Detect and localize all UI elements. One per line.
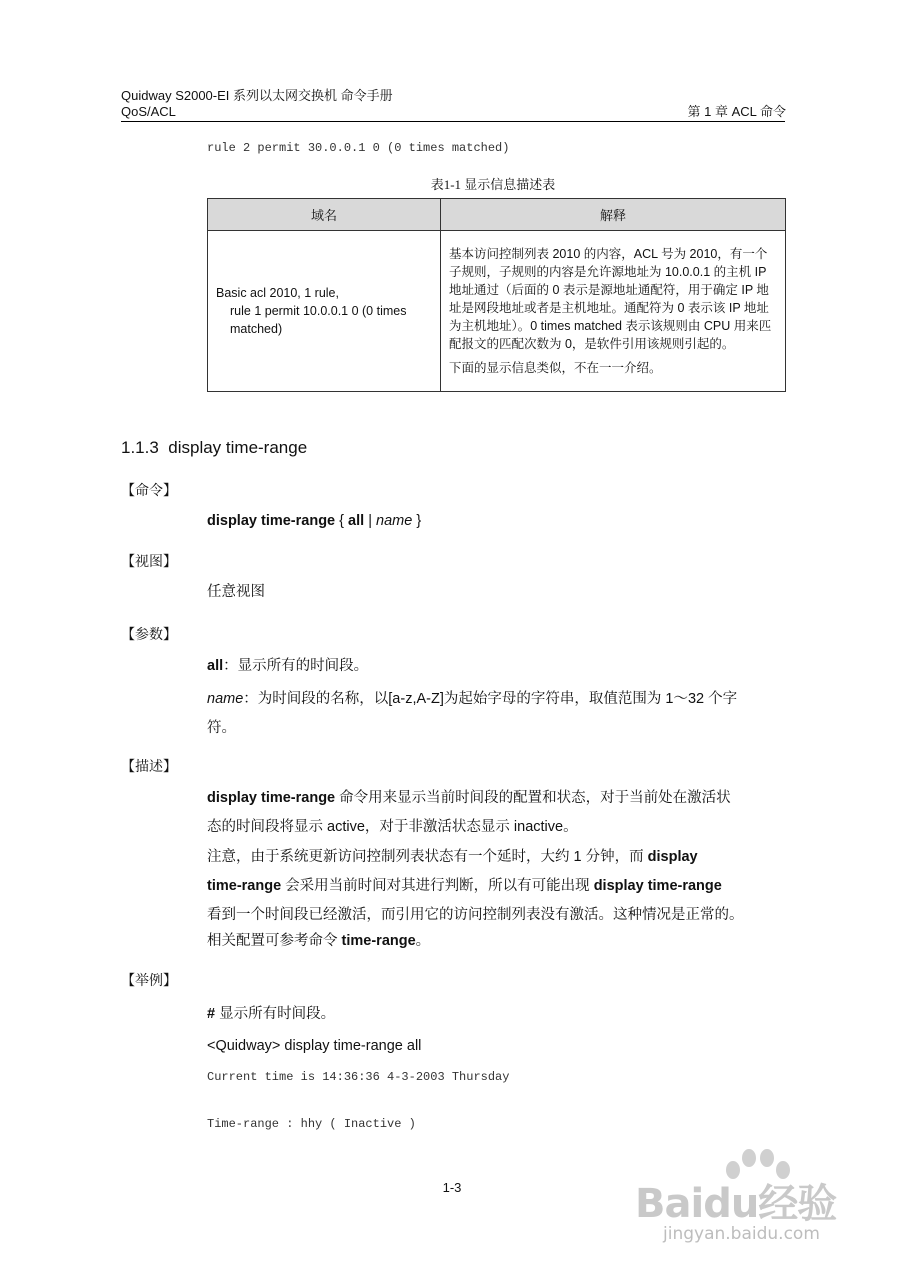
explanation-cell: [441, 231, 786, 392]
desc-p2-bold2: time-range: [207, 878, 282, 894]
baidu-watermark: [635, 1148, 865, 1258]
brace-close: }: [416, 513, 422, 529]
separator: |: [368, 513, 372, 529]
field-cell: [208, 231, 441, 392]
param-name-desc-1: ：为时间段的名称，以[a-z,A-Z]为起始字母的字符串，取值范围为 1～32 个字: [243, 691, 738, 707]
desc-p3-post: 。: [415, 933, 431, 949]
desc-p1-line2: 态的时间段将显示 active，对于非激活状态显示 inactive。: [207, 819, 578, 835]
example-hash: #: [207, 1006, 216, 1022]
example-comment-text: 显示所有时间段。: [215, 1006, 336, 1022]
desc-paragraph-3: [207, 927, 430, 956]
watermark-logo: Baidu经验: [635, 1181, 837, 1227]
page-number: 1-3: [442, 1180, 462, 1195]
desc-p2-line2: 会采用当前时间对其进行判断，所以有可能出现: [281, 878, 594, 894]
section-number: 1.1.3: [121, 438, 159, 457]
table-row: [208, 231, 786, 392]
watermark-url: jingyan.baidu.com: [663, 1224, 820, 1244]
label-view: 【视图】: [121, 553, 177, 569]
header-rule: [121, 121, 785, 122]
table-caption: 表1-1 显示信息描述表: [430, 177, 556, 192]
view-text: 任意视图: [207, 584, 265, 600]
example-prompt: <Quidway> display time-range all: [207, 1038, 422, 1054]
desc-p1-bold: display time-range: [207, 790, 336, 806]
code-rule-line: rule 2 permit 30.0.0.1 0 (0 times matched): [207, 141, 510, 155]
command-syntax: [207, 507, 421, 536]
desc-p1-line1: 命令用来显示当前时间段的配置和状态，对于当前处在激活状: [335, 790, 731, 806]
param-name-key: name: [207, 691, 244, 707]
param-all-line: [207, 652, 368, 681]
desc-paragraph-2: [207, 843, 787, 930]
example-output-2: Time-range : hhy ( Inactive ): [207, 1117, 416, 1131]
param-name-line: [207, 685, 787, 743]
field-line-2: rule 1 permit 10.0.0.1 0 (0 times matched): [230, 304, 407, 336]
explanation-text: 基本访问控制列表 2010 的内容，ACL 号为 2010，有一个子规则，子规则的内容是允许源地址为 10.0.0.1 的主机 IP 地址通过（后面的 0 表示是源地址通配符，用于确定 IP 地址是网段地址或者是主机地址。通配符为 0 表示该 IP 地址为主机地址）。0 times matched 表示该规则由 CPU 用来匹配报文的匹配次数为 0，是软件引用该规则引起的。: [449, 247, 772, 351]
header-explanation: 解释: [441, 199, 786, 231]
desc-paragraph-1: [207, 784, 787, 842]
param-name: name: [376, 513, 413, 529]
desc-p3-pre: 相关配置可参考命令: [207, 933, 342, 949]
param-all-key: all: [207, 658, 224, 674]
param-all-desc: ：显示所有的时间段。: [223, 658, 369, 674]
table-header-row: [208, 199, 786, 231]
explanation-note: 下面的显示信息类似，不在一一介绍。: [449, 361, 662, 375]
field-line-1: Basic acl 2010, 1 rule,: [216, 286, 339, 300]
desc-p2-line3: 看到一个时间段已经激活，而引用它的访问控制列表没有激活。这种情况是正常的。: [207, 907, 744, 923]
example-comment: [207, 1000, 335, 1029]
doc-title: Quidway S2000-EI 系列以太网交换机 命令手册: [121, 88, 393, 103]
doc-section: QoS/ACL: [121, 104, 176, 119]
section-title: display time-range: [168, 438, 308, 457]
description-table: [207, 198, 786, 392]
label-command: 【命令】: [121, 482, 177, 498]
label-example: 【举例】: [121, 972, 177, 988]
desc-p2-line1: 注意，由于系统更新访问控制列表状态有一个延时，大约 1 分钟，而: [207, 849, 648, 865]
desc-p2-bold1: display: [647, 849, 698, 865]
label-desc: 【描述】: [121, 758, 177, 774]
header-field: 域名: [208, 199, 441, 231]
param-name-desc-2: 符。: [207, 720, 236, 736]
param-all: all: [348, 513, 365, 529]
label-params: 【参数】: [121, 626, 177, 642]
desc-p3-bold: time-range: [341, 933, 416, 949]
example-output-1: Current time is 14:36:36 4-3-2003 Thursday: [207, 1070, 510, 1084]
command-name: display time-range: [207, 513, 336, 529]
brace-open: {: [339, 513, 344, 529]
desc-p2-bold3: display time-range: [593, 878, 722, 894]
section-heading: [121, 438, 307, 458]
chapter-title: 第 1 章 ACL 命令: [687, 104, 786, 119]
